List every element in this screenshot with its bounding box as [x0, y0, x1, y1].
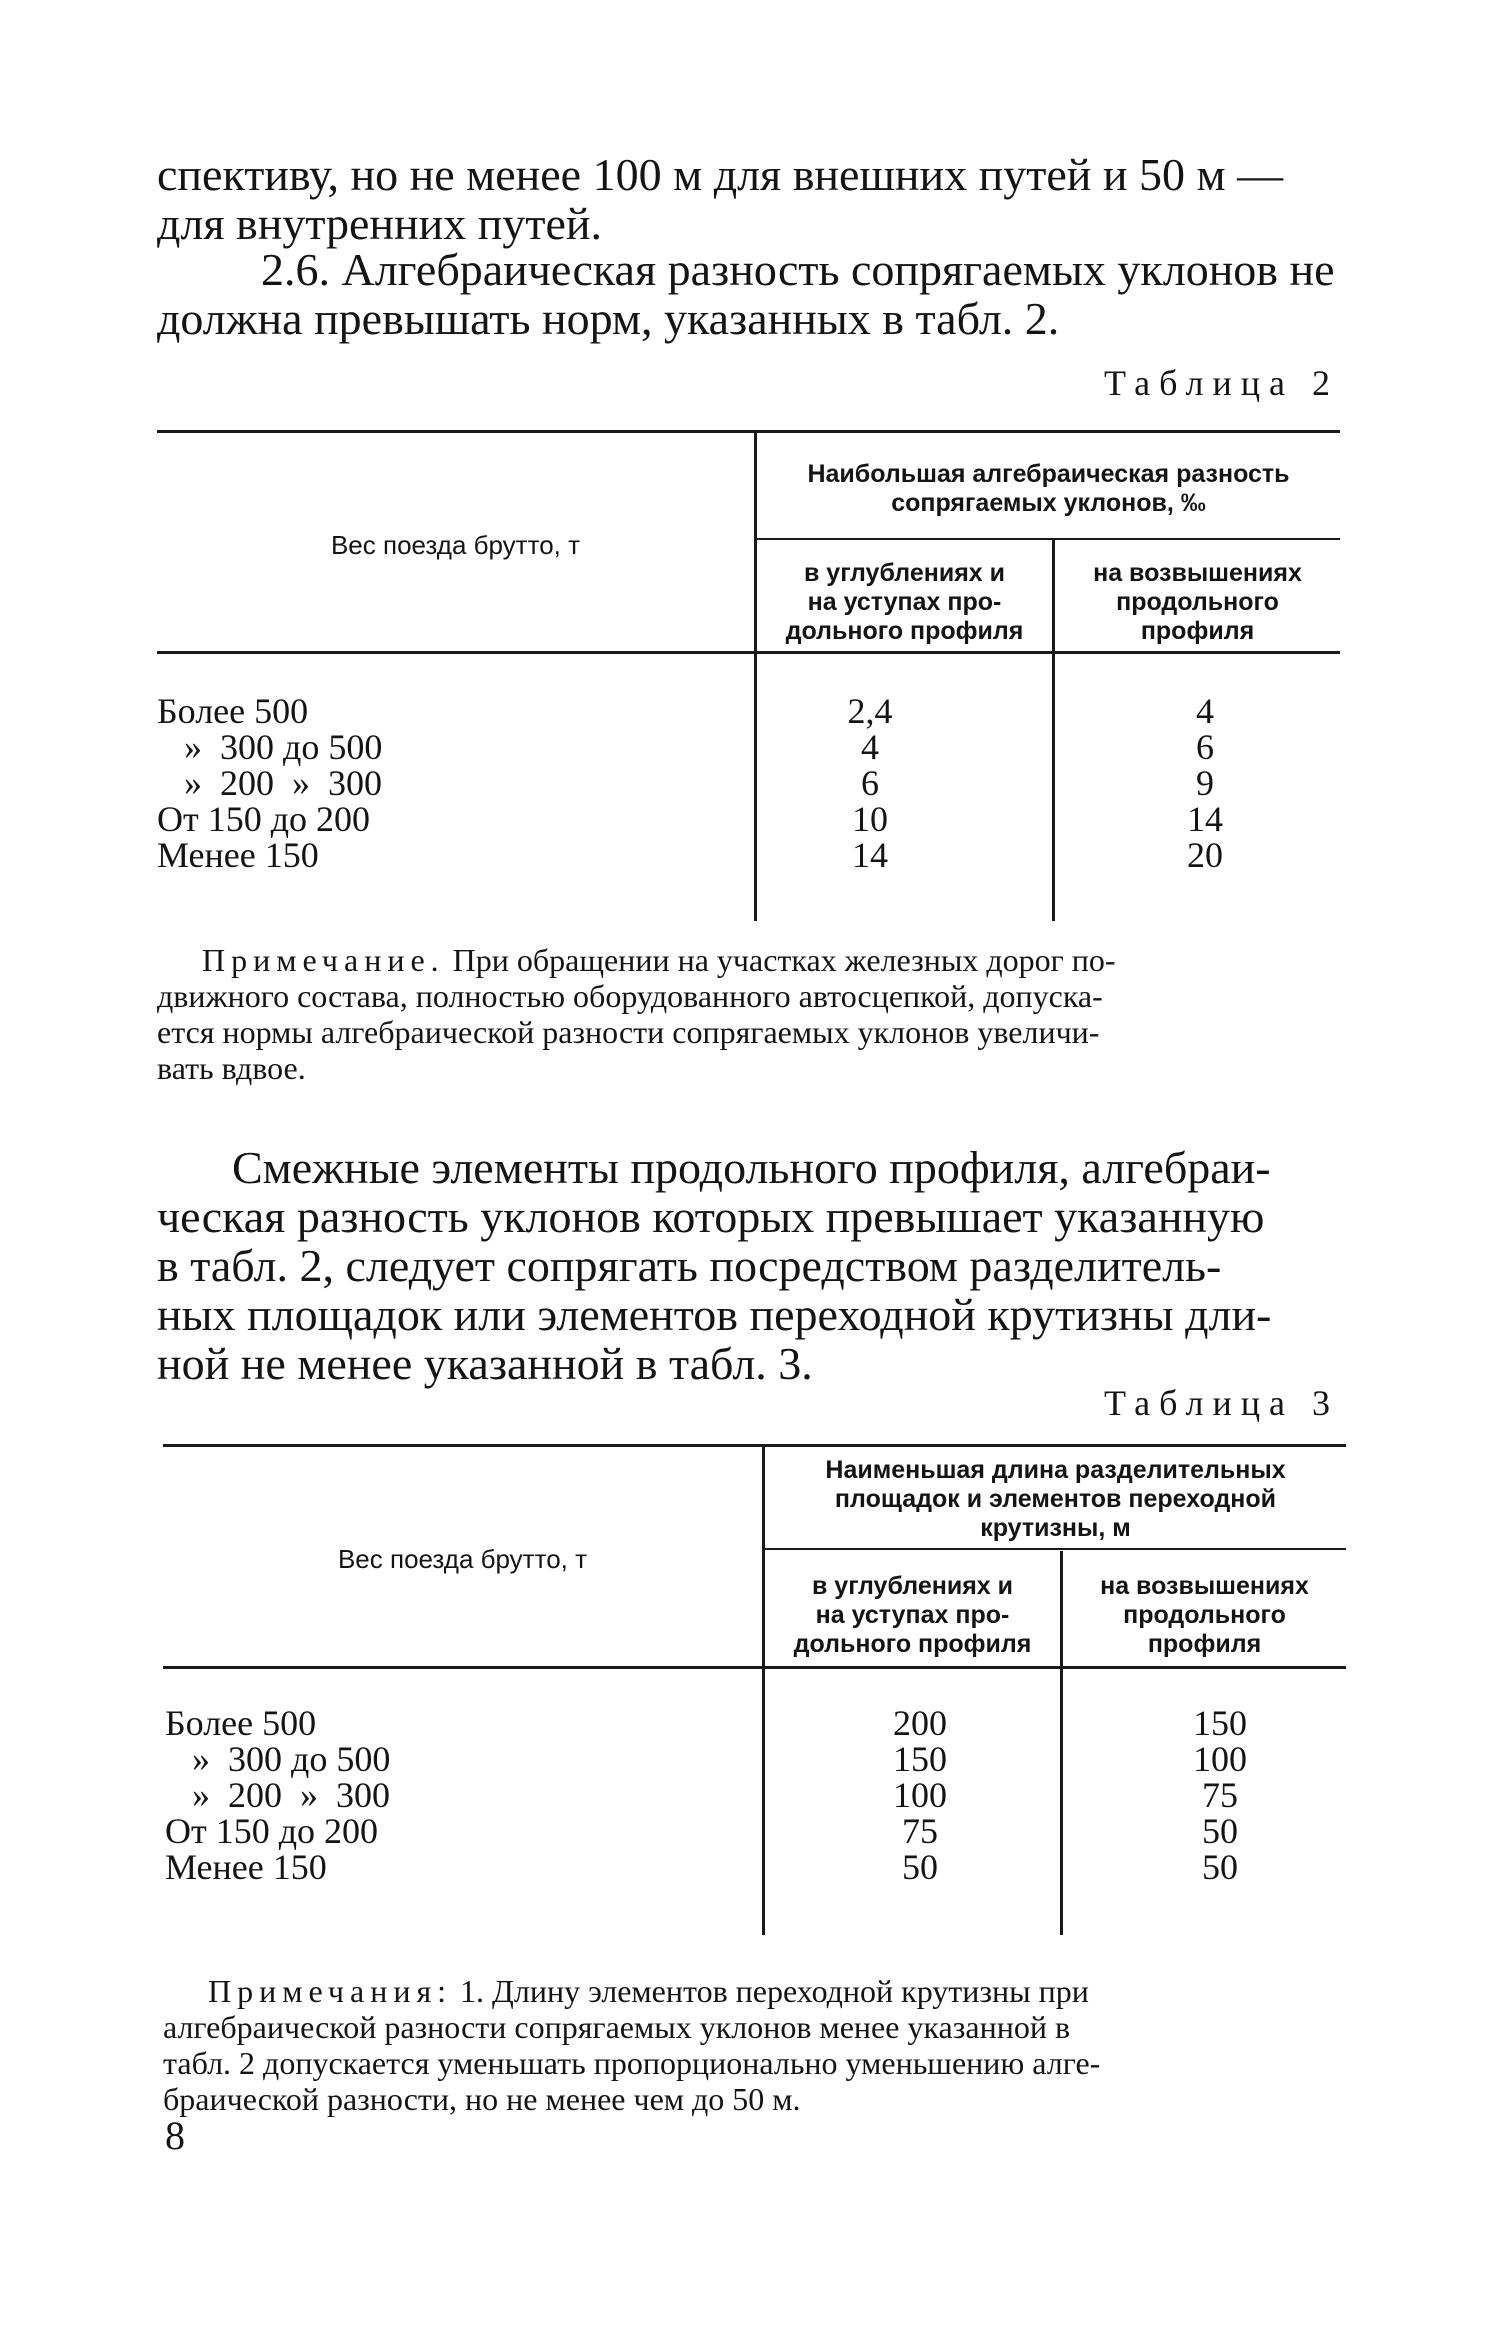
header-line: в углублениях и [811, 1572, 1013, 1600]
row-label: » 300 до 500 [165, 1739, 391, 1779]
header-line: площадок и элементов переходной [834, 1485, 1277, 1513]
note-line: браической разности, но не менее чем до 50 м. [163, 2081, 801, 2117]
row-label: От 150 до 200 [157, 799, 371, 839]
cell-value: 10 [852, 799, 888, 839]
cell-value: 9 [1196, 763, 1214, 803]
note-line [157, 942, 1340, 978]
cell-value: 75 [1202, 1775, 1238, 1815]
sub-header-cuttings [765, 1572, 1060, 1659]
row-label: От 150 до 200 [165, 1811, 379, 1851]
note-text: 1. Длину элементов переходной крутизны при [452, 1973, 1089, 2009]
table-rule [765, 1548, 1346, 1550]
note-line [163, 1973, 1346, 2009]
row-label: » 200 » 300 [157, 763, 382, 803]
group-header [757, 460, 1340, 518]
note-text: При обращении на участках железных дорог по- [444, 942, 1116, 978]
cell-value: 6 [861, 763, 879, 803]
header-line: на возвышениях [1100, 1572, 1309, 1600]
header-line: крутизны, м [980, 1514, 1131, 1542]
cell-value: 4 [861, 727, 879, 767]
text-line: должна превышать норм, указанных в табл. 2. [157, 293, 1060, 344]
text-line: ческая разность уклонов которых превышает указанную [157, 1191, 1265, 1242]
text-line: ной не менее указанной в табл. 3. [157, 1338, 813, 1389]
cell-value: 14 [1187, 799, 1223, 839]
text-line: для внутренних путей. [157, 198, 603, 249]
header-line: продольного [1116, 588, 1279, 616]
cell-value: 14 [852, 835, 888, 875]
note-lead: Примечания: [208, 1973, 453, 2009]
cell-value: 2,4 [847, 691, 893, 731]
sub-header-cuttings [757, 559, 1052, 646]
header-line: сопрягаемых уклонов, ‰ [891, 489, 1206, 517]
table-rule [157, 430, 1340, 433]
page-number: 8 [165, 2113, 185, 2158]
table-rule [757, 538, 1340, 540]
header-line: Наименьшая длина разделительных [825, 1456, 1286, 1484]
cell-value: 50 [902, 1847, 938, 1887]
text-line: ных площадок или элементов переходной крутизны дли- [157, 1289, 1272, 1340]
table2-note [157, 942, 1340, 1086]
header-line: на уступах про- [815, 1601, 1010, 1629]
cell-value: 50 [1202, 1811, 1238, 1851]
row-label: Более 500 [157, 691, 309, 731]
cell-value: 6 [1196, 727, 1214, 767]
paragraph-2 [157, 1143, 1340, 1388]
row-label: » 300 до 500 [157, 727, 383, 767]
group-header [765, 1456, 1346, 1543]
note-lead: Примечание. [202, 942, 445, 978]
clause-2-6 [157, 245, 1340, 343]
cell-value: 150 [1193, 1703, 1247, 1743]
header-line: на возвышениях [1093, 559, 1302, 587]
row-label: Более 500 [165, 1703, 317, 1743]
col-header-weight: Вес поезда брутто, т [337, 1544, 588, 1574]
row-label: Менее 150 [157, 835, 319, 875]
cell-value: 75 [902, 1811, 938, 1851]
table-rule [163, 1444, 1346, 1447]
note-line: алгебраической разности сопрягаемых уклонов менее указанной в [163, 2009, 1071, 2045]
row-label: Менее 150 [165, 1847, 327, 1887]
cell-value: 50 [1202, 1847, 1238, 1887]
table-rule [163, 1666, 1346, 1669]
cell-value: 100 [893, 1775, 947, 1815]
table2-caption: Таблица 2 [1104, 363, 1339, 403]
row-label: » 200 » 300 [165, 1775, 390, 1815]
header-line: профиля [1147, 1630, 1262, 1658]
header-line: дольного профиля [793, 1630, 1032, 1658]
cell-value: 4 [1196, 691, 1214, 731]
note-line: движного состава, полностью оборудованного автосцепкой, допуска- [157, 978, 1103, 1014]
sub-header-elevations [1055, 559, 1340, 646]
text-line: Смежные элементы продольного профиля, алгебраи- [232, 1142, 1271, 1193]
table3-caption: Таблица 3 [1104, 1383, 1339, 1423]
text-line: в табл. 2, следует сопрягать посредством разделитель- [157, 1240, 1222, 1291]
header-line: в углублениях и [803, 559, 1005, 587]
note-line: вать вдвое. [157, 1050, 306, 1086]
sub-header-elevations [1063, 1572, 1346, 1659]
header-line: Наибольшая алгебраическая разность [807, 460, 1290, 488]
note-line: ется нормы алгебраической разности сопрягаемых уклонов увеличи- [157, 1014, 1100, 1050]
text-line: 2.6. Алгебраическая разность сопрягаемых уклонов не [261, 244, 1335, 295]
col-header-weight: Вес поезда брутто, т [330, 530, 581, 560]
header-line: дольного профиля [785, 617, 1024, 645]
cell-value: 200 [893, 1703, 947, 1743]
text-line: спективу, но не менее 100 м для внешних путей и 50 м — [157, 149, 1284, 200]
intro-paragraph [157, 150, 1340, 248]
table3-note [163, 1973, 1346, 2117]
header-line: на уступах про- [807, 588, 1002, 616]
cell-value: 150 [893, 1739, 947, 1779]
cell-value: 100 [1193, 1739, 1247, 1779]
cell-value: 20 [1187, 835, 1223, 875]
header-line: продольного [1123, 1601, 1286, 1629]
header-line: профиля [1140, 617, 1255, 645]
note-line: табл. 2 допускается уменьшать пропорционально уменьшению алге- [163, 2045, 1101, 2081]
table-rule [157, 651, 1340, 654]
